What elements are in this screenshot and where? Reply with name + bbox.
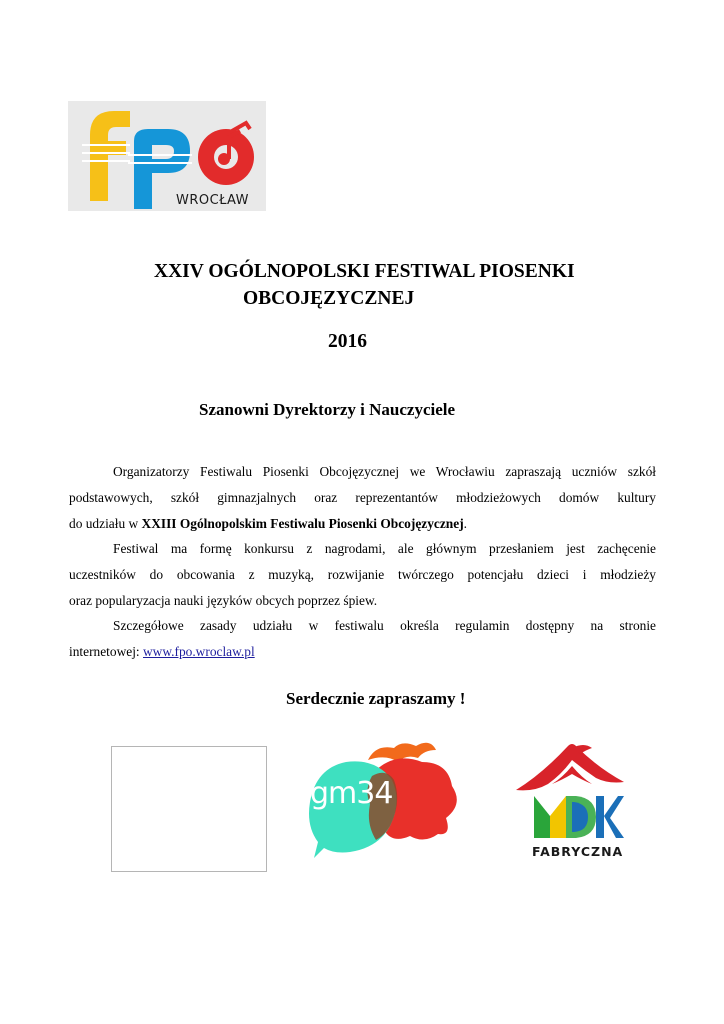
festival-name-bold: XXIII Ogólnopolskim Festiwalu Piosenki Obcojęzycznej	[141, 516, 464, 531]
paragraph-line: Festiwal ma formę konkursu z nagrodami, ale głównym przesłaniem jest zachęcenie	[113, 541, 656, 556]
website-link[interactable]: www.fpo.wroclaw.pl	[143, 644, 255, 659]
paragraph-text: .	[463, 516, 468, 531]
festival-title-line2: OBCOJĘZYCZNEJ	[243, 288, 415, 309]
mdk-logo-subtitle: FABRYCZNA	[532, 844, 624, 859]
closing-text: Serdecznie zapraszamy !	[286, 689, 466, 708]
blank-image-placeholder	[111, 746, 267, 872]
paragraph-invitation	[69, 459, 656, 537]
salutation: Szanowni Dyrektorzy i Nauczyciele	[199, 400, 456, 419]
paragraph-line	[69, 511, 656, 537]
paragraph-line: oraz popularyzacja nauki języków obcych poprzez śpiew.	[69, 593, 378, 608]
paragraph-line: podstawowych, szkół gimnazjalnych oraz reprezentantów młodzieżowych domów kultury	[69, 490, 656, 505]
paragraph-format	[69, 536, 656, 614]
paragraph-line: Organizatorzy Festiwalu Piosenki Obcojęzycznej we Wrocławiu zapraszają uczniów szkół	[113, 464, 656, 479]
gm34-logo	[306, 740, 462, 860]
festival-year: 2016	[328, 331, 367, 352]
fpo-logo-city: WROCŁAW	[176, 193, 250, 208]
paragraph-line: uczestników do obcowania z muzyką, rozwijanie twórczego potencjału dzieci i młodzieży	[69, 567, 656, 582]
paragraph-text: internetowej:	[69, 644, 143, 659]
festival-title-line1: XXIV OGÓLNOPOLSKI FESTIWAL PIOSENKI	[154, 261, 575, 282]
paragraph-line: Szczegółowe zasady udziału w festiwalu określa regulamin dostępny na stronie	[113, 618, 656, 633]
fpo-logo	[68, 101, 266, 211]
paragraph-line	[69, 639, 656, 665]
gm34-logo-text: gm34	[310, 776, 393, 811]
mdk-logo	[512, 740, 630, 864]
paragraph-text: do udziału w	[69, 516, 142, 531]
paragraph-rules	[69, 613, 656, 665]
